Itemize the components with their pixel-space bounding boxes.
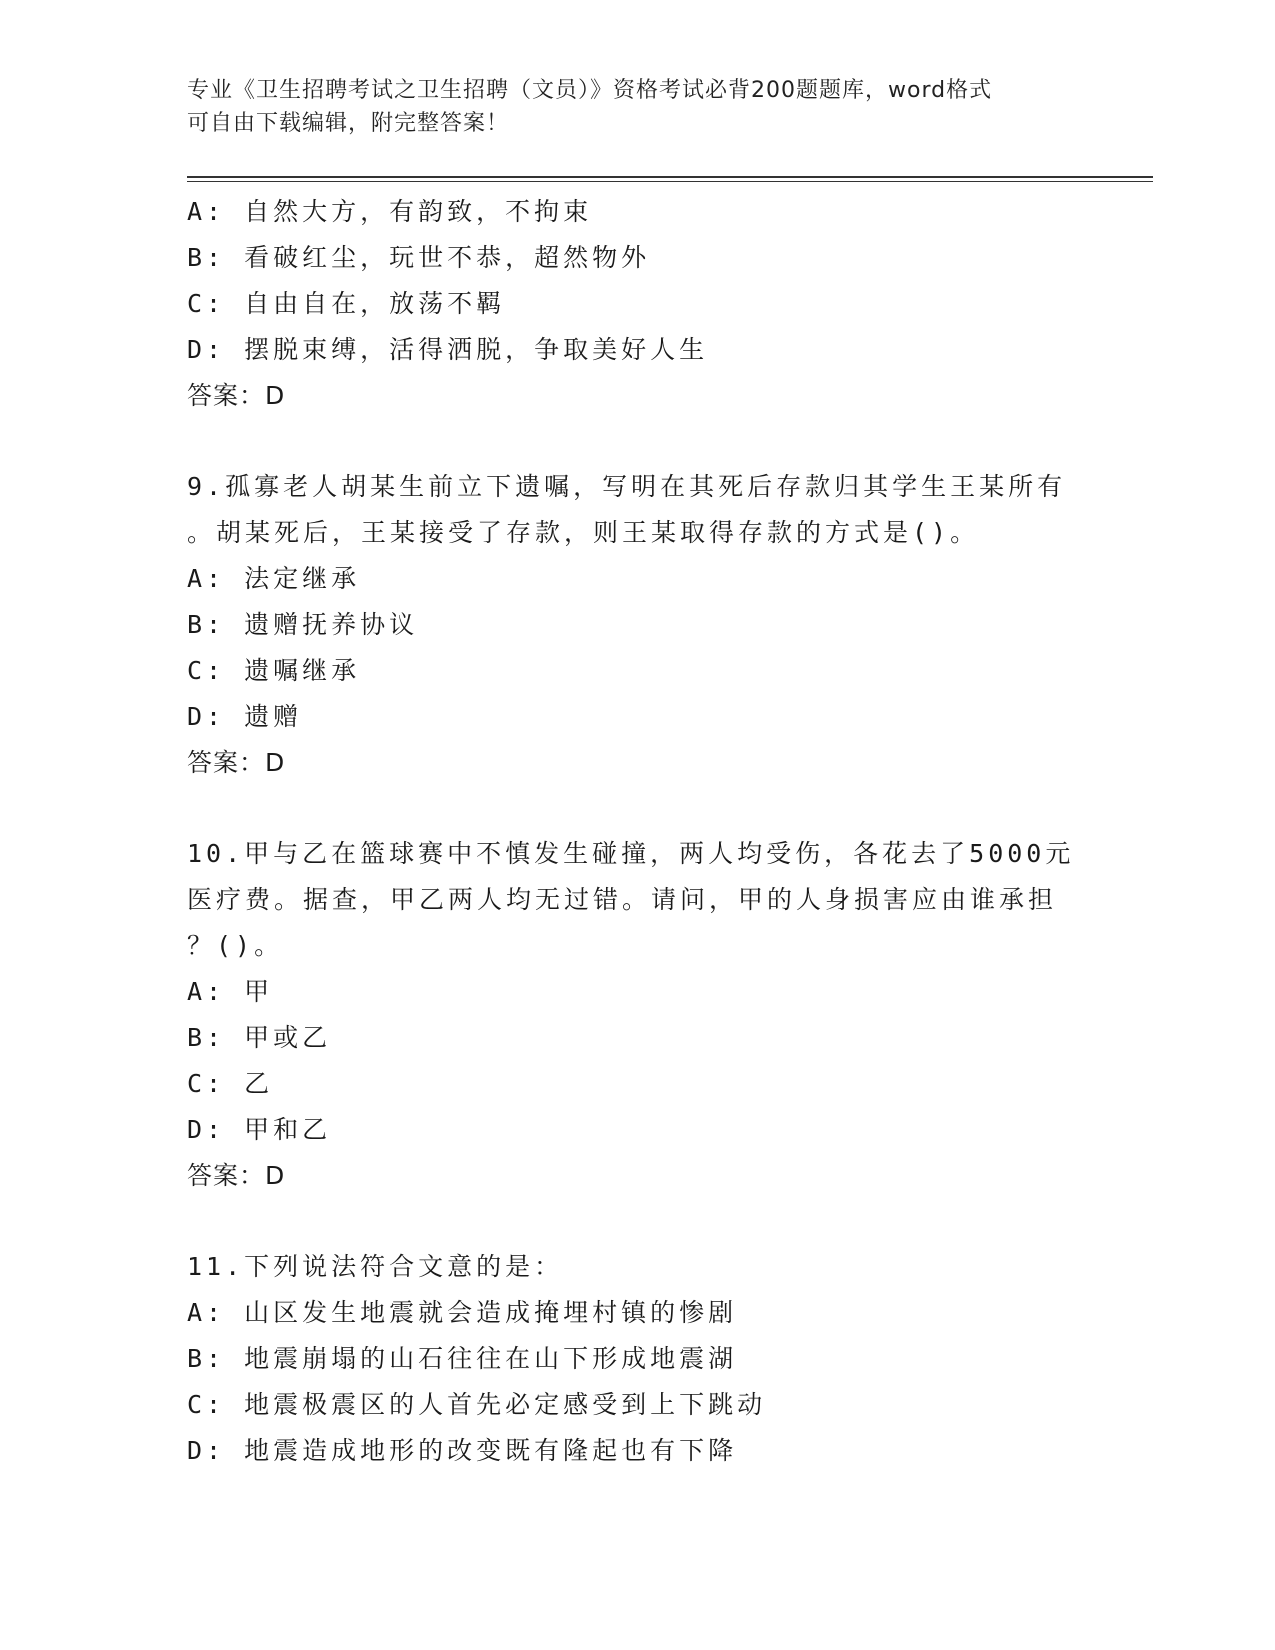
option-a: A: 甲 <box>187 977 274 1006</box>
question-text-line: 10.甲与乙在篮球赛中不慎发生碰撞，两人均受伤，各花去了5000元 <box>187 839 1075 868</box>
question-list <box>187 189 1087 1474</box>
option-c: C: 地震极震区的人首先必定感受到上下跳动 <box>187 1390 767 1419</box>
option-b: B: 遗赠抚养协议 <box>187 610 419 639</box>
option-c: C: 自由自在，放荡不羁 <box>187 289 506 318</box>
question-text-line: 医疗费。据查，甲乙两人均无过错。请问，甲的人身损害应由谁承担 <box>187 885 1058 914</box>
question-text-line: 11.下列说法符合文意的是： <box>187 1252 564 1281</box>
header-divider-thick <box>187 176 1153 178</box>
question-8 <box>187 189 1087 419</box>
question-text-line: ？()。 <box>187 931 284 960</box>
header-title-line-1: 专业《卫生招聘考试之卫生招聘（文员）》资格考试必背200题题库，word格式 <box>187 78 993 103</box>
option-d: D: 遗赠 <box>187 702 303 731</box>
answer-label: 答案：D <box>187 381 286 410</box>
option-d: D: 地震造成地形的改变既有隆起也有下降 <box>187 1436 738 1465</box>
option-c: C: 遗嘱继承 <box>187 656 361 685</box>
question-10 <box>187 831 1087 1199</box>
option-a: A: 法定继承 <box>187 564 361 593</box>
option-b: B: 看破红尘，玩世不恭，超然物外 <box>187 243 651 272</box>
question-text-line: 9.孤寡老人胡某生前立下遗嘱，写明在其死后存款归其学生王某所有 <box>187 472 1067 501</box>
option-a: A: 自然大方，有韵致，不拘束 <box>187 197 593 226</box>
spacer <box>187 1199 1087 1244</box>
question-text-line: 。胡某死后，王某接受了存款，则王某取得存款的方式是()。 <box>187 518 980 547</box>
option-d: D: 摆脱束缚，活得洒脱，争取美好人生 <box>187 335 709 364</box>
document-header <box>187 74 1067 140</box>
question-11 <box>187 1244 1087 1474</box>
header-divider-thin <box>187 181 1153 182</box>
question-9 <box>187 464 1087 786</box>
answer-label: 答案：D <box>187 748 286 777</box>
option-c: C: 乙 <box>187 1069 274 1098</box>
option-a: A: 山区发生地震就会造成掩埋村镇的惨剧 <box>187 1298 738 1327</box>
spacer <box>187 419 1087 464</box>
header-title-line-2: 可自由下载编辑，附完整答案！ <box>187 111 510 136</box>
option-d: D: 甲和乙 <box>187 1115 332 1144</box>
option-b: B: 甲或乙 <box>187 1023 332 1052</box>
option-b: B: 地震崩塌的山石往往在山下形成地震湖 <box>187 1344 738 1373</box>
spacer <box>187 786 1087 831</box>
answer-label: 答案：D <box>187 1161 286 1190</box>
